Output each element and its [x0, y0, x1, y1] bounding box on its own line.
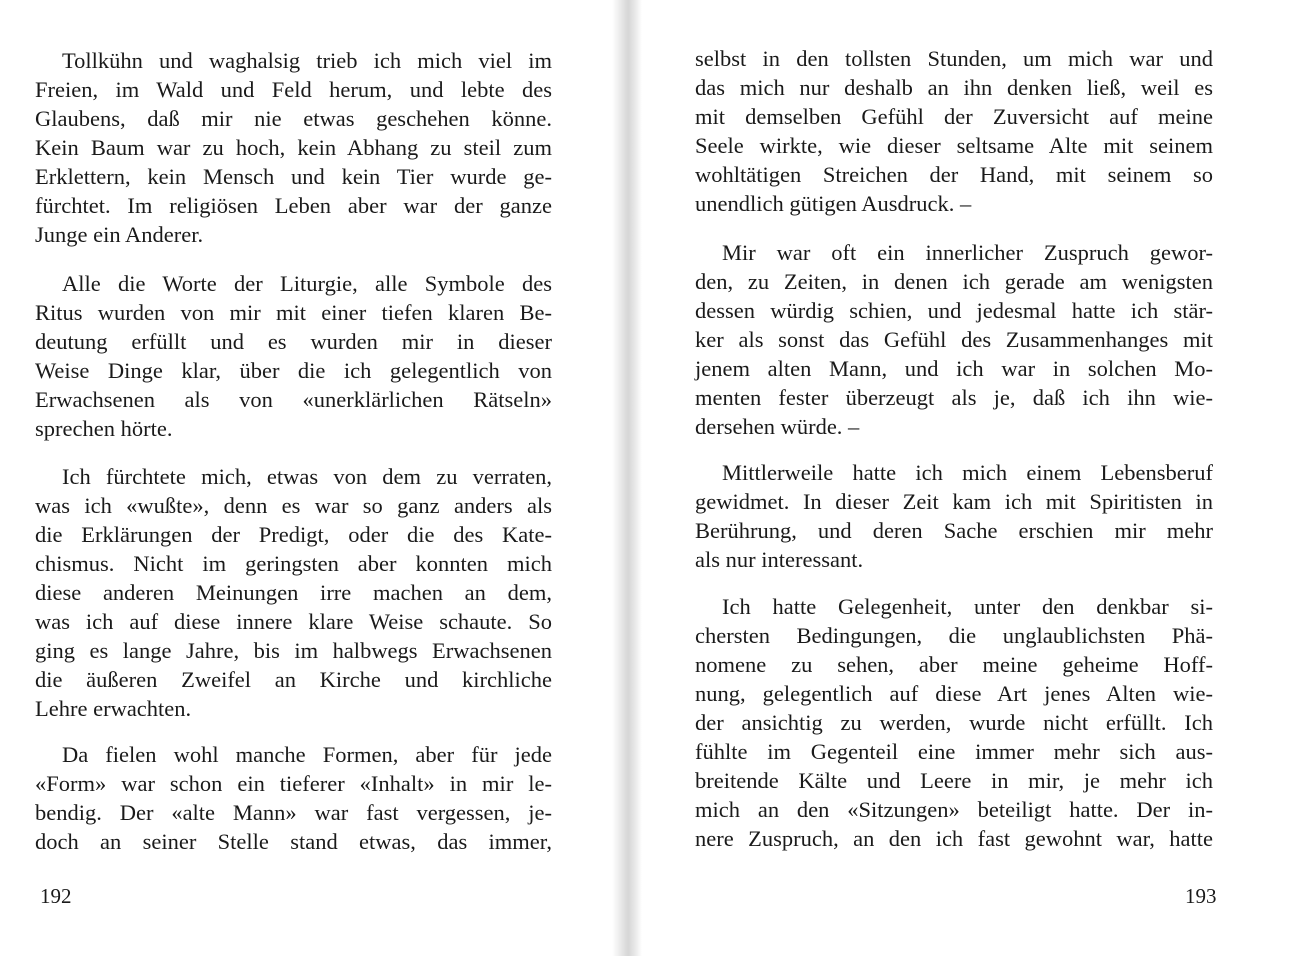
text-line: Da fielen wohl manche Formen, aber für jede [62, 742, 552, 767]
text-line: Ich fürchtete mich, etwas von dem zu verraten, [62, 464, 552, 489]
text-line: unendlich gütigen Ausdruck. – [695, 191, 972, 216]
text-line: die äußeren Zweifel an Kirche und kirchliche [35, 667, 552, 692]
text-line: ker als sonst das Gefühl des Zusammenhanges mit [695, 327, 1213, 352]
text-line: deutung erfüllt und es wurden mir in dieser [35, 329, 552, 354]
text-line: Tollkühn und waghalsig trieb ich mich viel im [62, 48, 552, 73]
text-line: Lehre erwachten. [35, 696, 192, 721]
text-line: «Form» war schon ein tieferer «Inhalt» in mir le- [35, 771, 552, 796]
text-line: chismus. Nicht im geringsten aber konnten mich [35, 551, 552, 576]
text-line: als nur interessant. [695, 547, 864, 572]
text-line: Glaubens, daß mir nie etwas geschehen könne. [35, 106, 552, 131]
text-line: der ansichtig zu werden, wurde nicht erfüllt. Ich [695, 710, 1213, 735]
text-line: mich an den «Sitzungen» beteiligt hatte. Der in- [695, 797, 1213, 822]
text-line: Alle die Worte der Liturgie, alle Symbole des [62, 271, 552, 296]
text-line: Ritus wurden von mir mit einer tiefen klaren Be- [35, 300, 552, 325]
text-line: Freien, im Wald und Feld herum, und lebte des [35, 77, 552, 102]
text-line: nomene zu sehen, aber meine geheime Hoff- [695, 652, 1213, 677]
text-line: ging es lange Jahre, bis im halbwegs Erwachsenen [35, 638, 552, 663]
text-line: Mittlerweile hatte ich mich einem Lebensberuf [722, 460, 1213, 485]
paragraph [695, 44, 1213, 218]
text-line: den, zu Zeiten, in denen ich gerade am wenigsten [695, 269, 1213, 294]
text-line: nere Zuspruch, an den ich fast gewohnt war, hatte [695, 826, 1213, 851]
text-line: was ich auf diese innere klare Weise schaute. So [35, 609, 552, 634]
paragraph [35, 462, 552, 723]
text-line: was ich «wußte», denn es war so ganz anders als [35, 493, 552, 518]
text-line: Erklettern, kein Mensch und kein Tier wurde ge- [35, 164, 552, 189]
text-line: selbst in den tollsten Stunden, um mich war und [695, 46, 1213, 71]
text-line: fürchtet. Im religiösen Leben aber war der ganze [35, 193, 552, 218]
paragraph [695, 458, 1213, 574]
paragraph [35, 269, 552, 443]
paragraph [35, 740, 552, 856]
text-line: chersten Bedingungen, die unglaublichsten Phä- [695, 623, 1213, 648]
text-line: bendig. Der «alte Mann» war fast vergessen, je- [35, 800, 552, 825]
text-line: breitende Kälte und Leere in mir, je mehr ich [695, 768, 1213, 793]
text-line: Kein Baum war zu hoch, kein Abhang zu steil zum [35, 135, 552, 160]
text-line: Ich hatte Gelegenheit, unter den denkbar si- [722, 594, 1213, 619]
book-gutter [612, 0, 642, 956]
paragraph [695, 238, 1213, 441]
text-line: das mich nur deshalb an ihn denken ließ, weil es [695, 75, 1213, 100]
text-line: dersehen würde. – [695, 414, 860, 439]
page-number: 193 [1185, 884, 1217, 908]
text-line: Berührung, und deren Sache erschien mir mehr [695, 518, 1213, 543]
text-line: diese anderen Meinungen irre machen an dem, [35, 580, 552, 605]
text-line: fühlte im Gegenteil eine immer mehr sich aus- [695, 739, 1213, 764]
text-line: Weise Dinge klar, über die ich gelegentlich von [35, 358, 552, 383]
text-line: Erwachsenen als von «unerklärlichen Rätseln» [35, 387, 552, 412]
text-line: nung, gelegentlich auf diese Art jenes Alten wie- [695, 681, 1213, 706]
page-number: 192 [40, 884, 72, 908]
text-line: dessen würdig schien, und jedesmal hatte ich stär- [695, 298, 1213, 323]
text-line: Mir war oft ein innerlicher Zuspruch gewor- [722, 240, 1213, 265]
text-line: sprechen hörte. [35, 416, 173, 441]
paragraph [695, 592, 1213, 853]
left-page [0, 0, 615, 956]
text-line: mit demselben Gefühl der Zuversicht auf meine [695, 104, 1213, 129]
text-line: wohltätigen Streichen der Hand, mit seinem so [695, 162, 1213, 187]
text-line: doch an seiner Stelle stand etwas, das immer, [35, 829, 552, 854]
right-page [640, 0, 1300, 956]
text-line: Seele wirkte, wie dieser seltsame Alte mit seinem [695, 133, 1213, 158]
text-line: gewidmet. In dieser Zeit kam ich mit Spiritisten in [695, 489, 1213, 514]
paragraph [35, 46, 552, 249]
text-line: jenem alten Mann, und ich war in solchen Mo- [695, 356, 1213, 381]
text-line: Junge ein Anderer. [35, 222, 204, 247]
text-line: die Erklärungen der Predigt, oder die des Kate- [35, 522, 552, 547]
text-line: menten fester überzeugt als je, daß ich ihn wie- [695, 385, 1213, 410]
